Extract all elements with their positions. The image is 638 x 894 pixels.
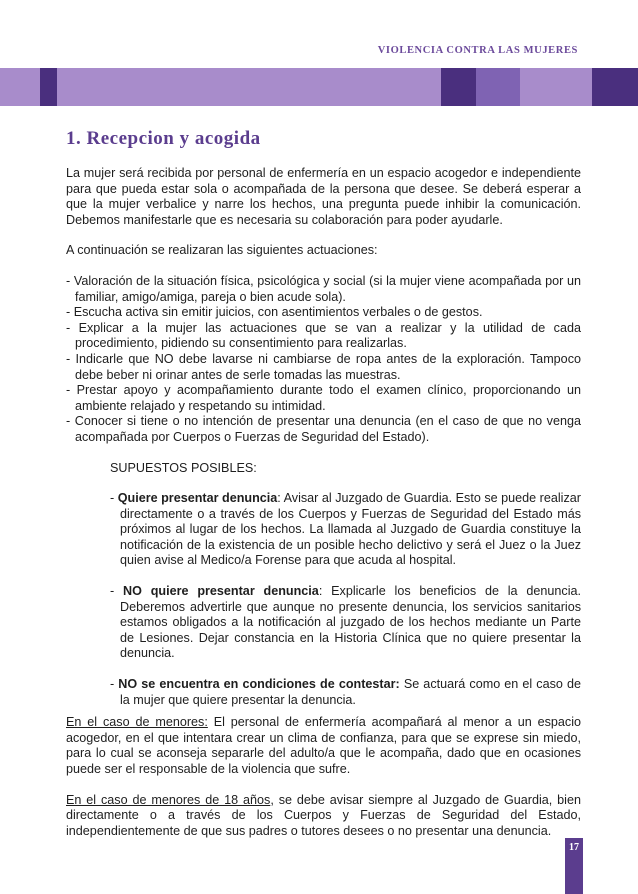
- intro-paragraph: La mujer será recibida por personal de enfermería en un espacio acogedor e independiente para que pueda estar sola o acompañada de la persona que desee. Se deberá esperar a que la mujer verbalice y narre los hechos, una pregunta puede inhibir la comunicación. Debemos manifestarle que es necesaria su colaboración para poder ayudarle.: [66, 166, 581, 227]
- case-item: [110, 491, 581, 569]
- supuestos-heading: SUPUESTOS POSIBLES:: [110, 460, 257, 475]
- case-dash: -: [110, 677, 119, 692]
- case-dash: -: [110, 491, 118, 506]
- actions-intro: A continuación se realizaran las siguientes actuaciones:: [66, 243, 378, 258]
- supuestos-section: [66, 461, 581, 709]
- menores18-paragraph: [66, 793, 581, 840]
- case-text: : Explicarle los beneficios de la denuncia. Deberemos advertirle que aunque no presente denuncia, los servicios sanitarios estamos obligados a la notificación al juzgado de los hechos mediante un Parte de Lesiones. Dejar constancia en la Historia Clínica que no quiere presentar la denuncia.: [120, 584, 581, 661]
- list-item: - Explicar a la mujer las actuaciones que se van a realizar y la utilidad de cada procedimiento, pidiendo su consentimiento para realizarlas.: [66, 320, 581, 351]
- band-segment: [40, 68, 57, 106]
- list-item: - Valoración de la situación física, psicológica y social (si la mujer viene acompañada por un familiar, amigo/amiga, pareja o bien acude sola).: [66, 273, 581, 304]
- case-dash: -: [110, 584, 124, 599]
- case-text: Se actuará como en el caso de la mujer que quiere presentar la denuncia.: [120, 677, 582, 707]
- menores-label: En el caso de menores:: [66, 715, 208, 730]
- list-item: - Prestar apoyo y acompañamiento durante todo el examen clínico, proporcionando un ambiente relajado y respetando su intimidad.: [66, 383, 581, 413]
- page-number-tab: [565, 838, 583, 894]
- running-header-title: VIOLENCIA CONTRA LAS MUJERES: [377, 45, 578, 56]
- body-content: [66, 166, 581, 839]
- band-segment: [592, 68, 638, 106]
- list-item: - Escucha activa sin emitir juicios, con asentimientos verbales o de gestos.: [66, 305, 483, 320]
- band-segment: [476, 68, 520, 106]
- menores-paragraph: [66, 715, 581, 777]
- menores18-label: En el caso de menores de 18 años: [66, 792, 271, 807]
- case-item: [110, 584, 581, 662]
- actions-list: [66, 274, 581, 446]
- band-segment: [441, 68, 476, 106]
- menores18-text: , se debe avisar siempre al Juzgado de Guardia, bien directamente o a través de los Cuerpos y Fuerzas de Seguridad del Estado, independientemente de que sus padres o tutores desees o no presentar una denuncia.: [66, 792, 581, 838]
- case-text: : Avisar al Juzgado de Guardia. Esto se puede realizar directamente o a través de los Cuerpos y Fuerzas de Seguridad del Estado más próximos al lugar de los hechos. La llamada al Juzgado de Guardia constituye la notificación de la existencia de un posible hecho delictivo y será el Juez o la Juez quien avise al Medico/a Forense para que acuda al hospital.: [120, 491, 581, 568]
- band-segment: [520, 68, 592, 106]
- case-label: NO se encuentra en condiciones de contestar:: [118, 677, 400, 692]
- band-segment: [57, 68, 441, 106]
- band-segment: [0, 68, 40, 106]
- case-item: [110, 677, 581, 708]
- menores-text: El personal de enfermería acompañará al menor a un espacio acogedor, en el que intentara crear un clima de confianza, para que se exprese sin miedo, para lo cual se aconseja separarle del adulto/a que le acompaña, dado que en ocasiones puede ser el responsable de la violencia que sufre.: [66, 715, 581, 776]
- section-title: 1. Recepcion y acogida: [66, 128, 261, 149]
- decorative-color-band: [0, 68, 638, 106]
- page-number: 17: [569, 842, 579, 853]
- list-item: - Indicarle que NO debe lavarse ni cambiarse de ropa antes de la exploración. Tampoco debe beber ni orinar antes de serle tomadas las muestras.: [66, 351, 581, 382]
- case-label: Quiere presentar denuncia: [117, 491, 278, 506]
- list-item: - Conocer si tiene o no intención de presentar una denuncia (en el caso de que no venga acompañada por Cuerpos o Fuerzas de Seguridad del Estado).: [66, 414, 581, 444]
- case-label: NO quiere presentar denuncia: [123, 584, 319, 599]
